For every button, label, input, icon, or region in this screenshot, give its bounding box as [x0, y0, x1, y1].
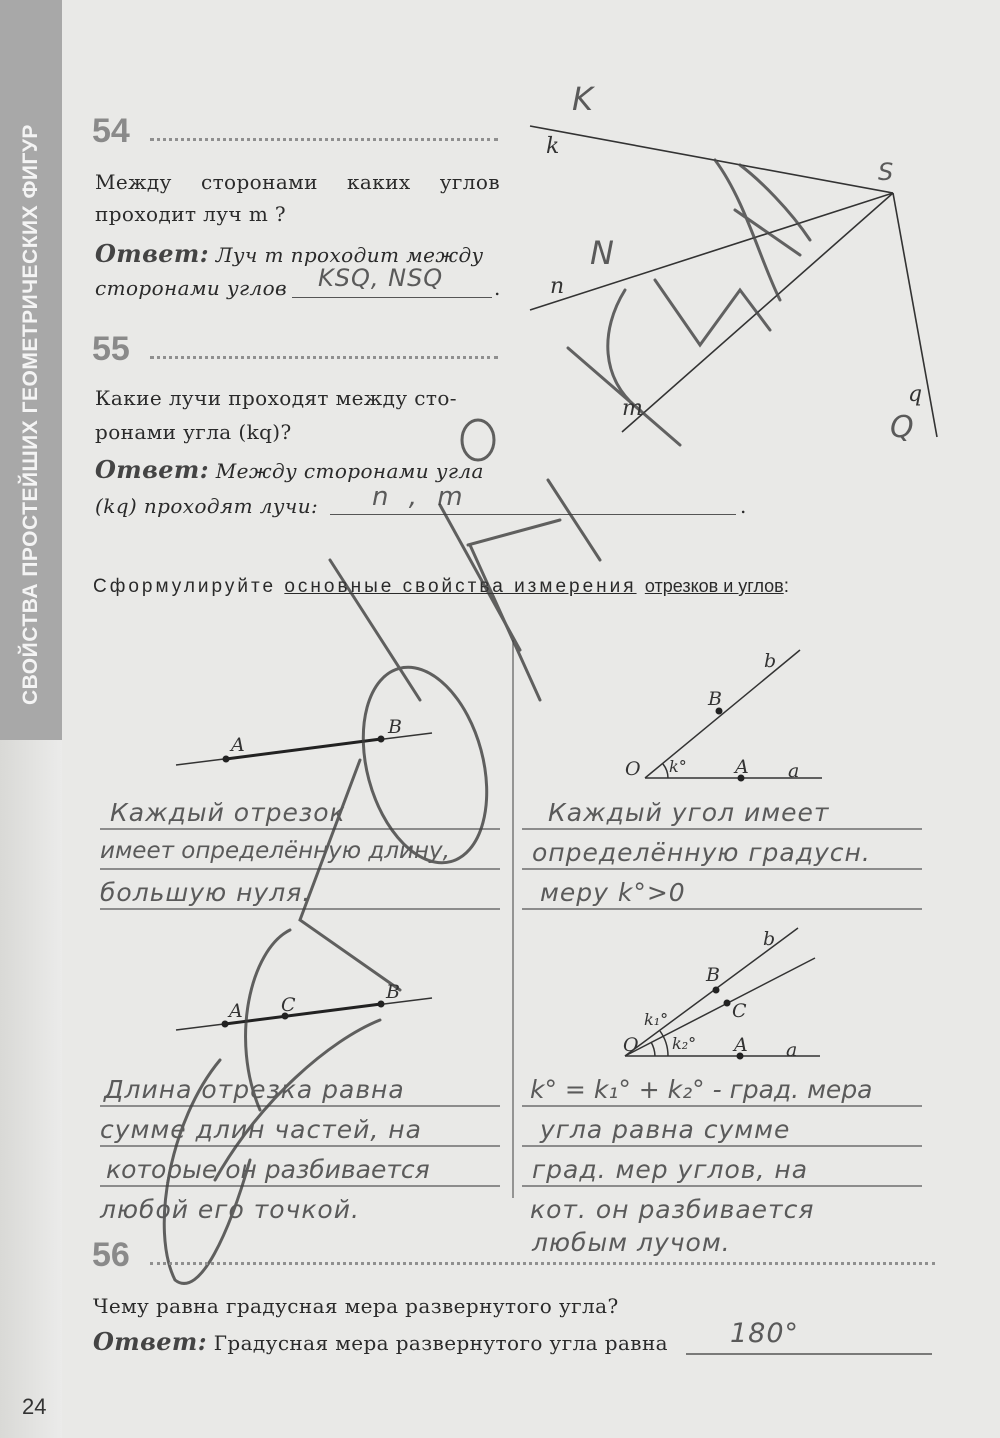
diagram-54-rays — [530, 126, 937, 437]
label-ray-b: b — [763, 928, 776, 950]
task-55-question-line1: Какие лучи проходят между сто- — [95, 386, 457, 410]
task-55-answer-line2: (kq) проходят лучи: — [95, 494, 319, 518]
label-k: k — [546, 134, 560, 159]
task-54-answer-end: . — [494, 276, 501, 300]
graffiti-stroke — [330, 560, 420, 700]
label-b: B — [708, 688, 722, 710]
heading-part2: основные свойства измерения — [284, 576, 637, 597]
task-56-question: Чему равна градусная мера развернутого угла? — [93, 1294, 619, 1318]
task-56-number: 56 — [92, 1236, 130, 1274]
ray-k — [530, 126, 893, 193]
task-55-answer-end: . — [740, 494, 747, 518]
segment-1-hw-line1: Каждый отрезок — [110, 798, 346, 827]
segment-2-hw-line1: Длина отрезка равна — [104, 1075, 405, 1104]
segment-1-hw-line3: большую нуля. — [100, 878, 312, 907]
label-a: A — [735, 756, 749, 778]
label-ray-b: b — [764, 650, 777, 672]
handwritten-s: S — [878, 158, 895, 186]
pencil-stroke — [608, 290, 640, 410]
label-b: B — [388, 716, 402, 738]
label-a: A — [734, 1034, 748, 1056]
pencil-stroke — [655, 280, 770, 345]
angle-2-hw-line3: град. мер углов, на — [532, 1155, 809, 1184]
ray-n — [530, 193, 893, 310]
pencil-stroke — [735, 210, 800, 255]
label-c: C — [732, 1000, 747, 1022]
pencil-marks-54 — [568, 160, 810, 445]
segment-2-hw-line4: любой его точкой. — [100, 1195, 360, 1224]
label-b: B — [386, 981, 400, 1003]
label-ray-a: a — [786, 1039, 798, 1061]
task-55-handwritten-answer: n , m — [372, 482, 469, 512]
angle-2-hw-line2: угла равна сумме — [540, 1115, 791, 1144]
label-m: m — [622, 396, 643, 421]
angle-2-hw-line1: k° = k₁° + k₂° - град. мера — [530, 1075, 873, 1104]
segment-1-hw-line2: имеет определённую длину, — [100, 838, 450, 864]
label-o: O — [625, 758, 641, 780]
heading-end: : — [783, 576, 793, 597]
task-54-answer-line2: сторонами углов — [95, 276, 288, 300]
pencil-stroke — [715, 160, 780, 300]
angle-arc-2 — [651, 1042, 655, 1056]
point-c — [724, 1000, 731, 1007]
angle-2 — [625, 928, 820, 1056]
angle-2-hw-line4: кот. он разбивается — [530, 1195, 815, 1224]
label-k-degrees: k° — [669, 757, 687, 776]
label-n: n — [550, 274, 565, 299]
angle-1-hw-line3: меру k°>0 — [540, 878, 686, 907]
point-b — [378, 1001, 385, 1008]
angle-1-hw-line1: Каждый угол имеет — [548, 798, 830, 827]
label-k1: k₁° — [644, 1010, 669, 1029]
handwritten-n: N — [590, 234, 615, 272]
graffiti-o — [462, 420, 494, 460]
angle-arc — [663, 764, 668, 778]
task-54-number: 54 — [92, 112, 130, 150]
graffiti-stroke — [468, 520, 560, 700]
task-56-dotted-rule — [150, 1262, 935, 1265]
chapter-title: СВОЙСТВА ПРОСТЕЙШИХ ГЕОМЕТРИЧЕСКИХ ФИГУР — [19, 124, 42, 705]
label-k2: k₂° — [672, 1034, 697, 1053]
handwritten-k: K — [572, 80, 594, 118]
label-q: q — [908, 382, 923, 407]
answer-text: Луч m проходит между — [215, 243, 484, 267]
point-b — [378, 736, 385, 743]
point-b — [713, 987, 720, 994]
handwritten-q: Q — [890, 410, 915, 445]
task-56-answer-line — [93, 1326, 668, 1359]
label-o: O — [623, 1034, 639, 1056]
angle-2-hw-line5: любым лучом. — [532, 1228, 731, 1257]
segment-2-hw-line3: которые он разбивается — [106, 1155, 430, 1184]
segment-1-ab — [226, 739, 381, 759]
label-ray-a: a — [788, 760, 800, 782]
answer-text: Между сторонами угла — [215, 459, 484, 483]
label-a: A — [231, 734, 245, 756]
task-55-number: 55 — [92, 330, 130, 368]
point-a — [223, 756, 230, 763]
answer-label: Ответ: — [95, 455, 209, 484]
graffiti-stroke — [300, 760, 400, 990]
task-54-handwritten-answer: KSQ, NSQ — [318, 264, 444, 292]
segment-2-hw-line2: сумме длин частей, на — [100, 1115, 422, 1144]
heading-part3: отрезков и углов — [644, 576, 784, 596]
task-54-question-line2: проходит луч m ? — [95, 202, 287, 226]
label-b: B — [706, 964, 720, 986]
answer-label: Ответ: — [95, 239, 209, 268]
task-54-question-line1: Между сторонами каких углов — [95, 170, 500, 194]
task-55-question-line2: ронами угла (kq)? — [95, 420, 292, 444]
label-c: C — [281, 994, 296, 1016]
heading-part1: Сформулируйте — [93, 576, 277, 597]
answer-label: Ответ: — [93, 1327, 207, 1356]
answer-text: Градусная мера развернутого угла равна — [213, 1331, 669, 1355]
angle-1-hw-line2: определённую градусн. — [532, 838, 871, 867]
page-number: 24 — [22, 1394, 47, 1419]
task-56-handwritten-answer: 180° — [730, 1318, 800, 1349]
point-a — [222, 1021, 229, 1028]
label-a: A — [229, 1000, 243, 1022]
